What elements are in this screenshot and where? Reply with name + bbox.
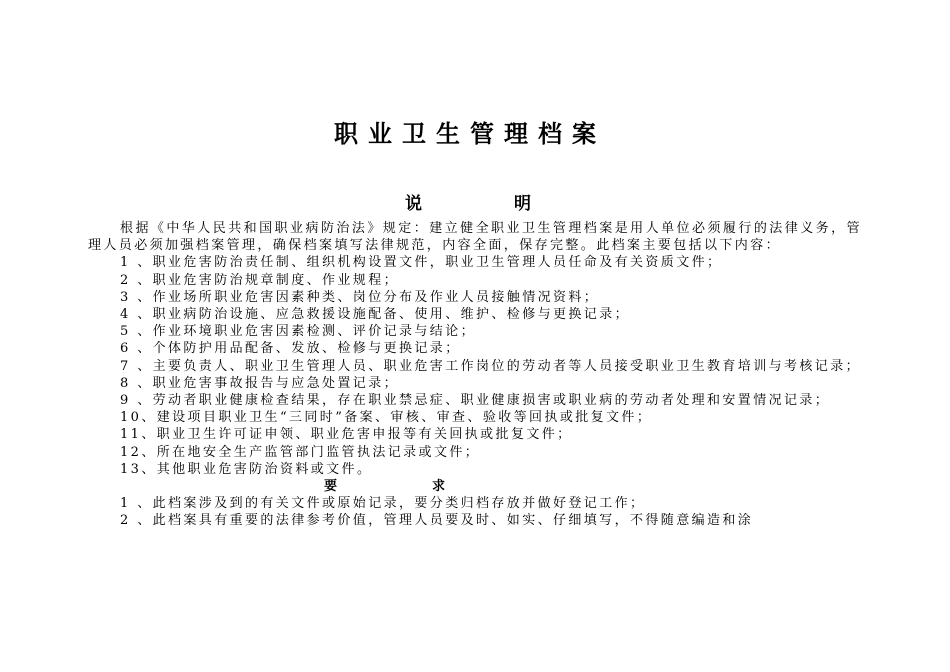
document-body xyxy=(88,220,862,530)
intro-paragraph: 根据《中华人民共和国职业病防治法》规定：建立健全职业卫生管理档案是用人单位必须履行的法律义务，管理人员必须加强档案管理，确保档案填写法律规范，内容全面，保存完整。此档案主要包括以下内容： xyxy=(88,221,862,254)
section-heading-explanation xyxy=(0,191,950,217)
list-item: 13、其他职业危害防治资料或文件。 xyxy=(120,461,373,477)
list-item: 6 、个体防护用品配备、发放、检修与更换记录； xyxy=(120,341,461,357)
heading-char: 说 xyxy=(405,194,422,214)
list-item: 1 、职业危害防治责任制、组织机构设置文件，职业卫生管理人员任命及有关资质文件； xyxy=(120,255,723,271)
list-item: 4 、职业病防治设施、应急救援设施配备、使用、维护、检修与更换记录； xyxy=(120,307,631,323)
list-item: 1 、此档案涉及到的有关文件或原始记录，要分类归档存放并做好登记工作； xyxy=(120,496,646,512)
heading-char: 求 xyxy=(432,479,448,495)
document-title: 职业卫生管理档案 xyxy=(334,120,606,148)
list-item: 9 、劳动者职业健康检查结果，存在职业禁忌症、职业健康损害或职业病的劳动者处理和安置情况记录； xyxy=(120,393,831,409)
list-item: 12、所在地安全生产监管部门监管执法记录或文件； xyxy=(120,444,481,460)
list-item: 2 、此档案具有重要的法律参考价值，管理人员要及时、如实、仔细填写，不得随意编造和涂 xyxy=(120,513,754,529)
heading-char: 明 xyxy=(514,194,531,214)
list-item: 3 、作业场所职业危害因素种类、岗位分布及作业人员接触情况资料； xyxy=(120,289,600,305)
list-item: 2 、职业危害防治规章制度、作业规程； xyxy=(120,272,400,288)
list-item: 8 、职业危害事故报告与应急处置记录； xyxy=(120,375,400,391)
list-item: 7 、主要负责人、职业卫生管理人员、职业危害工作岗位的劳动者等人员接受职业卫生教育培训与考核记录； xyxy=(120,358,862,374)
heading-char: 要 xyxy=(324,479,340,495)
list-item: 11、职业卫生许可证申领、职业危害申报等有关回执或批复文件； xyxy=(120,427,573,443)
list-item: 10、建设项目职业卫生“三同时”备案、审核、审查、验收等回执或批复文件； xyxy=(120,410,653,426)
section-heading-requirements xyxy=(88,478,862,495)
list-item: 5 、作业环境职业危害因素检测、评价记录与结论； xyxy=(120,324,477,340)
